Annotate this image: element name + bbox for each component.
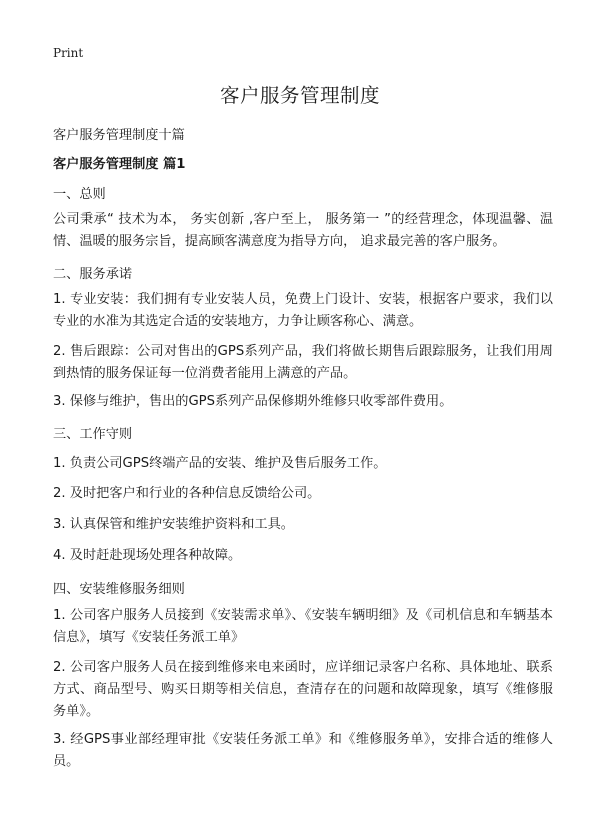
paragraph-after-sales: 2. 售后跟踪：公司对售出的GPS系列产品，我们将做长期售后跟踪服务，让我们用周到热情的服务保证每一位消费者能用上满意的产品。	[53, 344, 553, 381]
heading-maintenance: 四、安装维修服务细则	[53, 582, 185, 597]
page-title: 客户服务管理制度	[219, 84, 380, 107]
paragraph-rule-3: 3. 认真保管和维护安装维护资料和工具。	[53, 517, 294, 532]
heading-service-promise: 二、服务承诺	[53, 267, 133, 282]
paragraph-general: 公司秉承“ 技术为本， 务实创新 ,客户至上， 服务第一 ”的经营理念，体现温馨、温情、温暖的服务宗旨，提高顾客满意度为指导方向， 追求最完善的客户服务。	[53, 212, 553, 249]
paragraph-installation: 1. 专业安装：我们拥有专业安装人员，免费上门设计、安装，根据客户要求，我们以专业的水准为其选定合适的安装地方，力争让顾客称心、满意。	[53, 292, 553, 329]
heading-general: 一、总则	[53, 187, 106, 202]
paragraph-rule-2: 2. 及时把客户和行业的各种信息反馈给公司。	[53, 486, 321, 501]
paragraph-warranty: 3. 保修与维护，售出的GPS系列产品保修期外维修只收零部件费用。	[53, 394, 453, 409]
paragraph-maintenance-1: 1. 公司客户服务人员接到《安装需求单》、《安装车辆明细》及《司机信息和车辆基本信息》，填写《安装任务派工单》	[53, 608, 553, 645]
paragraph-rule-1: 1. 负责公司GPS终端产品的安装、维护及售后服务工作。	[53, 456, 387, 471]
section-heading: 客户服务管理制度 篇1	[53, 157, 186, 172]
paragraph-rule-4: 4. 及时赶赴现场处理各种故障。	[53, 548, 242, 563]
document-subtitle: 客户服务管理制度十篇	[53, 128, 185, 143]
print-link[interactable]: Print	[53, 46, 84, 60]
paragraph-maintenance-2: 2. 公司客户服务人员在接到维修来电来函时，应详细记录客户名称、具体地址、联系方式、商品型号、购买日期等相关信息，查清存在的问题和故障现象，填写《维修服务单》。	[53, 660, 553, 719]
paragraph-maintenance-3: 3. 经GPS事业部经理审批《安装任务派工单》和《维修服务单》，安排合适的维修人员。	[53, 732, 553, 769]
heading-work-rules: 三、工作守则	[53, 427, 133, 442]
